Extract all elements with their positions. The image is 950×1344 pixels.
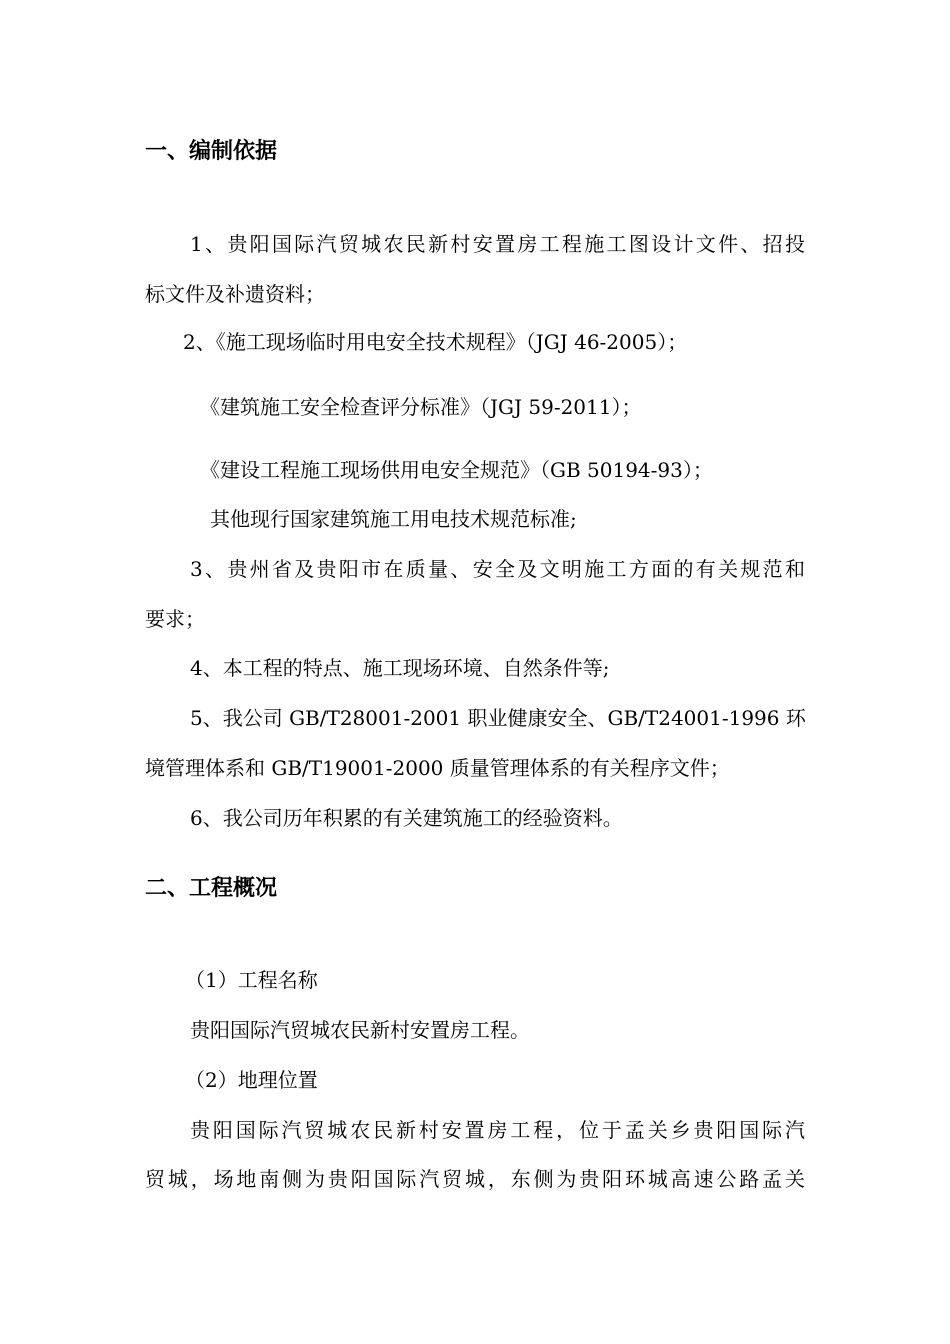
basis-item-5-line-2: 境管理体系和 GB/T19001-2000 质量管理体系的有关程序文件； <box>145 756 730 780</box>
overview-sub-2-line-1: 贵阳国际汽贸城农民新村安置房工程，位于孟关乡贵阳国际汽 <box>190 1118 805 1142</box>
basis-item-4: 4、本工程的特点、施工现场环境、自然条件等; <box>190 656 610 680</box>
basis-item-1-line-2: 标文件及补遗资料； <box>145 282 325 306</box>
basis-item-6: 6、我公司历年积累的有关建筑施工的经验资料。 <box>190 806 623 830</box>
basis-item-3-line-1: 3、贵州省及贵阳市在质量、安全及文明施工方面的有关规范和 <box>190 557 805 581</box>
basis-item-1-line-1: 1、贵阳国际汽贸城农民新村安置房工程施工图设计文件、招投 <box>190 232 805 256</box>
section-heading-basis: 一、编制依据 <box>145 139 278 164</box>
overview-sub-2-line-2: 贸城，场地南侧为贵阳国际汽贸城，东侧为贵阳环城高速公路孟关 <box>145 1167 805 1191</box>
overview-sub-2-title: （2）地理位置 <box>185 1068 318 1092</box>
section-heading-overview: 二、工程概况 <box>145 876 278 901</box>
basis-item-5-line-1: 5、我公司 GB/T28001-2001 职业健康安全、GB/T24001-1996 环 <box>190 706 806 730</box>
basis-item-2b: 《建筑施工安全检查评分标准》（JGJ 59-2011）； <box>200 395 642 419</box>
basis-item-2: 2、《施工现场临时用电安全技术规程》（JGJ 46-2005）； <box>183 330 688 354</box>
basis-item-2c: 《建设工程施工现场供用电安全规范》（GB 50194-93）； <box>200 458 713 482</box>
overview-sub-1-title: （1）工程名称 <box>185 968 318 992</box>
basis-item-2d: 其他现行国家建筑施工用电技术规范标准; <box>210 507 577 531</box>
overview-sub-1-text: 贵阳国际汽贸城农民新村安置房工程。 <box>190 1018 530 1042</box>
basis-item-3-line-2: 要求； <box>145 607 205 631</box>
